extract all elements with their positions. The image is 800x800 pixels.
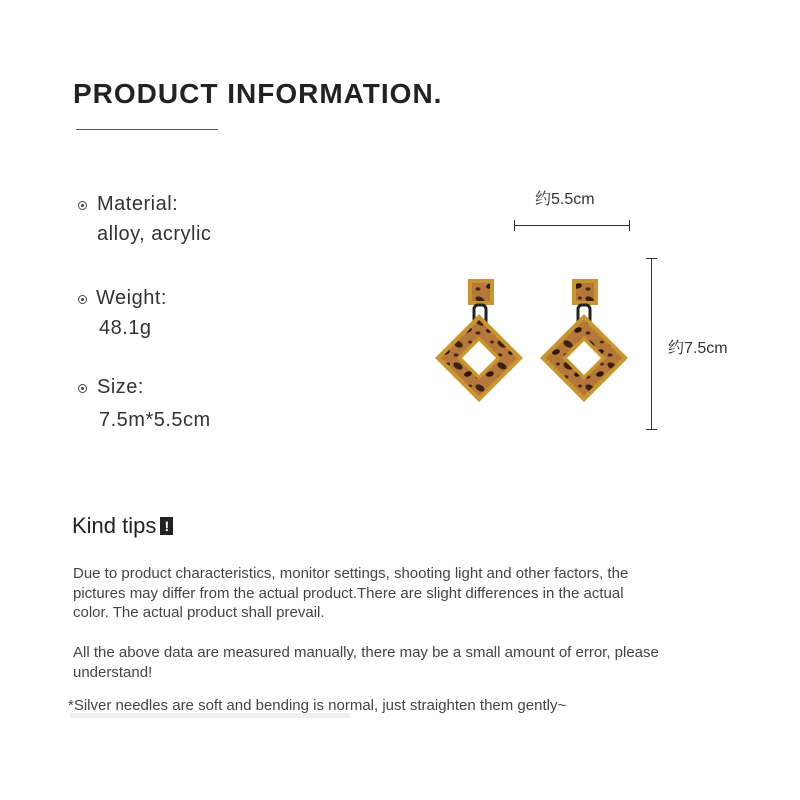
right-earring <box>540 279 628 402</box>
disclaimer-line: color. The actual product shall prevail. <box>73 604 325 621</box>
needle-note: *Silver needles are soft and bending is normal, just straighten them gently~ <box>68 697 567 714</box>
measurement-line: All the above data are measured manually, there may be a small amount of error, please <box>73 644 659 661</box>
measurement-line: understand! <box>73 663 153 681</box>
height-dimension-line <box>651 258 652 429</box>
height-tick-bottom <box>646 429 657 430</box>
disclaimer-line: pictures may differ from the actual product.There are slight differences in the actual <box>73 584 624 602</box>
exclamation-icon: ! <box>160 517 173 535</box>
kind-tips-title: Kind tips <box>72 513 157 538</box>
width-dimension-line <box>514 225 630 226</box>
disclaimer-paragraph <box>73 564 628 623</box>
material-value: alloy, acrylic <box>97 223 212 245</box>
weight-label: Weight: <box>96 287 167 309</box>
width-tick-right <box>629 220 630 231</box>
disclaimer-line: Due to product characteristics, monitor settings, shooting light and other factors, the <box>73 565 629 582</box>
material-label: Material: <box>97 193 179 215</box>
left-earring <box>435 279 523 402</box>
width-dimension-label: 约5.5cm <box>535 191 595 208</box>
page-title: PRODUCT INFORMATION. <box>73 78 443 109</box>
kind-tips-heading <box>72 513 173 539</box>
title-divider <box>76 129 218 130</box>
height-dimension-label: 约7.5cm <box>668 340 728 357</box>
earrings-image <box>430 272 640 422</box>
size-value: 7.5m*5.5cm <box>99 409 211 431</box>
width-tick-left <box>514 220 515 231</box>
size-label: Size: <box>97 376 144 398</box>
weight-value: 48.1g <box>99 317 152 339</box>
measurement-paragraph <box>73 643 659 682</box>
bullet-icon <box>78 384 87 393</box>
bullet-icon <box>78 295 87 304</box>
bullet-icon <box>78 201 87 210</box>
height-tick-top <box>646 258 657 259</box>
